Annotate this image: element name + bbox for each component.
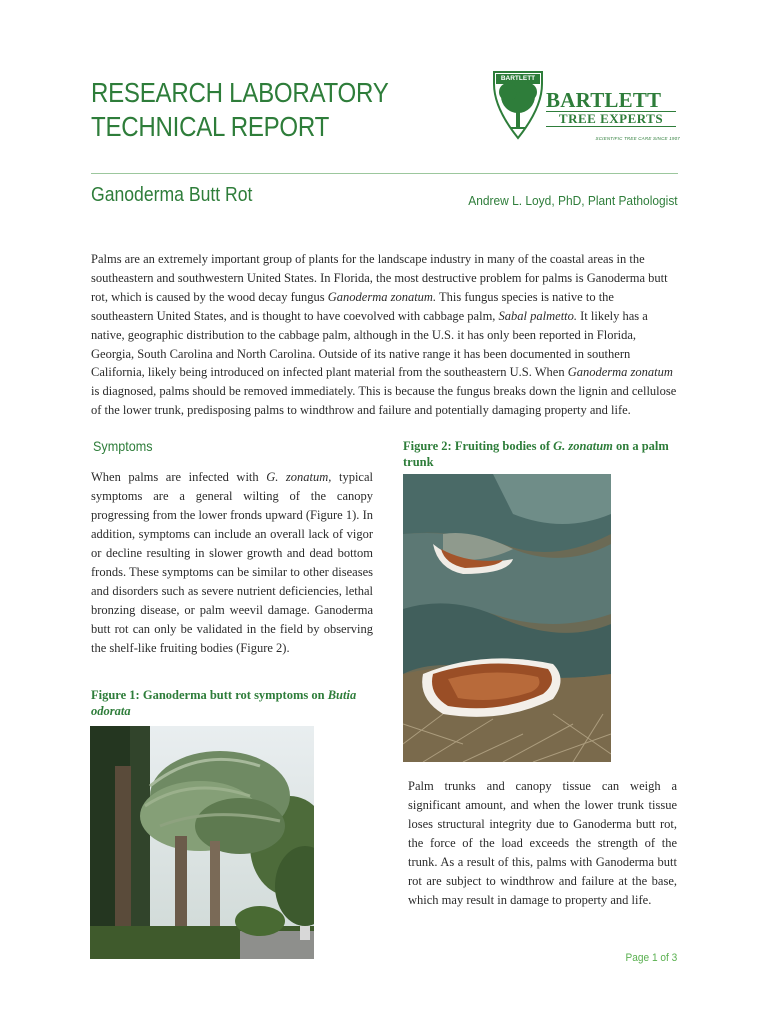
intro-text-2: This fungus species is native to the southeastern United States, and is thought to have coevolved with cabbage palm, xyxy=(91,289,614,323)
title-line-1: RESEARCH LABORATORY xyxy=(91,77,389,108)
figure-2-caption-end: on a palm trunk xyxy=(403,439,669,469)
intro-paragraph xyxy=(91,250,679,420)
report-title: Ganoderma Butt Rot xyxy=(91,184,253,206)
intro-species-2: Sabal palmetto. xyxy=(498,308,578,323)
symptoms-text-1: When palms are infected with xyxy=(91,470,267,484)
page-number: Page 1 of 3 xyxy=(625,952,677,964)
header-divider xyxy=(91,173,678,174)
figure-1-caption-species: Butia odorata xyxy=(91,688,357,718)
figure-1-caption-text: Figure 1: Ganoderma butt rot symptoms on xyxy=(91,688,328,702)
intro-text-1: Palms are an extremely important group of plants for the landscape industry in many of the coastal areas in the southeastern and southwestern United States. In Florida, the most destructive problem for palms is Ganoderma butt rot, which is caused by the wood decay fungus xyxy=(91,252,668,304)
symptoms-text-2: typical symptoms are a general wilting of the canopy progressing from the lower fronds upward (Figure 1). In addition, symptoms can include an overall lack of vigor or decline resulting in slower growth and dead bottom fronds. These symptoms can be similar to other diseases and disorders such as severe nutrient deficiencies, lethal bronzing disease, or palm weevil damage. Ganoderma butt rot can only be validated in the field by observing the shelf-like fruiting bodies (Figure 2). xyxy=(91,470,373,655)
trunk-paragraph: Palm trunks and canopy tissue can weigh a significant amount, and when the lower trunk tissue loses structural integrity due to Ganoderma butt rot, the force of the load exceeds the strength of the trunk. As a result of this, palms with Ganoderma butt rot are subject to windthrow and failure at the base, which may result in damage to property and life. xyxy=(408,779,677,907)
logo-tagline: SCIENTIFIC TREE CARE SINCE 1907 xyxy=(595,136,680,141)
logo-badge-text: BARTLETT xyxy=(500,75,536,82)
intro-species-1: Ganoderma zonatum. xyxy=(327,289,437,304)
logo-brand-sub: TREE EXPERTS xyxy=(546,111,676,127)
figure-2-caption-species: G. zonatum xyxy=(553,439,613,453)
symptoms-species: G. zonatum, xyxy=(266,470,332,484)
figure-1-caption xyxy=(91,687,371,719)
figure-2-caption-text: Figure 2: Fruiting bodies of xyxy=(403,439,554,453)
title-line-2: TECHNICAL REPORT xyxy=(91,111,330,142)
figure-1-photo xyxy=(90,726,314,959)
figure-2-photo xyxy=(403,474,611,762)
logo-brand-name: BARTLETT xyxy=(546,88,662,112)
fruiting-bodies-photo xyxy=(403,474,611,762)
intro-species-3: Ganoderma zonatum xyxy=(567,365,673,380)
author-line: Andrew L. Loyd, PhD, Plant Pathologist xyxy=(468,193,678,208)
intro-text-4: is diagnosed, palms should be removed immediately. This is because the fungus breaks down the lignin and cellulose of the lower trunk, predisposing palms to windthrow and failure and potentially damaging property and life. xyxy=(91,384,677,418)
palm-tree-photo xyxy=(90,726,314,959)
symptoms-heading: Symptoms xyxy=(93,438,153,454)
symptoms-paragraph xyxy=(91,468,373,658)
figure-2-caption xyxy=(403,438,678,470)
intro-text-3: It likely has a native, geographic distribution to the cabbage palm, although in the U.S. it has only been reported in Florida, Georgia, South Carolina and North Carolina. Outside of its native range it has been documented in southern California, likely being introduced on infected plant material from the southeastern U.S. When xyxy=(91,308,648,380)
report-series-title xyxy=(91,76,389,144)
